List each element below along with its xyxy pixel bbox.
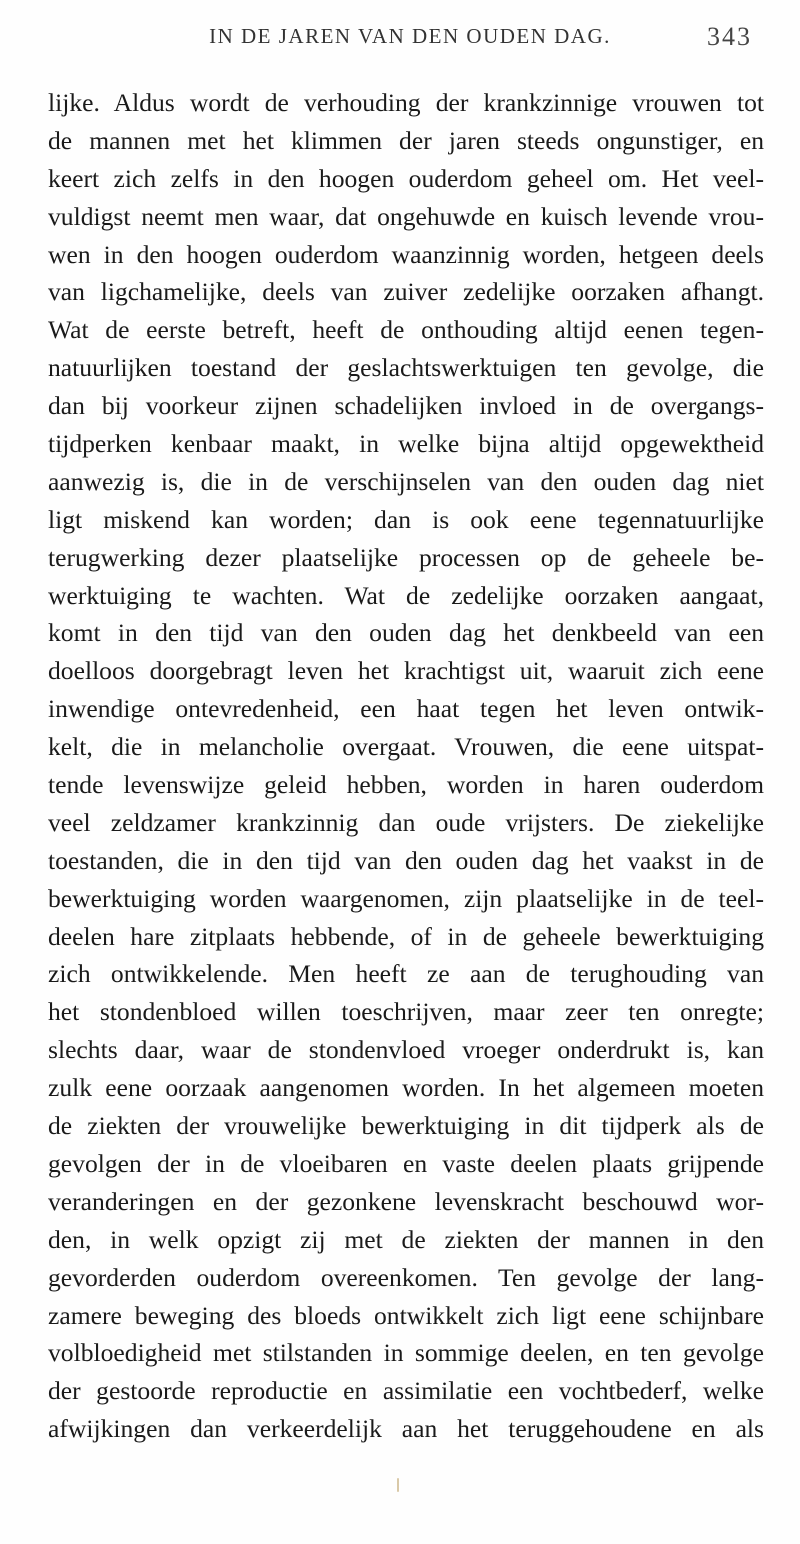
text-line: gevorderden ouderdom overeenkomen. Ten gevolge der lang- bbox=[48, 1262, 764, 1292]
text-line: natuurlijken toestand der geslachtswerktuigen ten gevolge, die bbox=[48, 353, 764, 383]
text-line: zich ontwikkelende. Men heeft ze aan de terughouding van bbox=[48, 959, 764, 989]
text-line: tende levenswijze geleid hebben, worden in haren ouderdom bbox=[48, 770, 764, 800]
text-line: lijke. Aldus wordt de verhouding der krankzinnige vrouwen tot bbox=[48, 88, 764, 117]
text-line: zulk eene oorzaak aangenomen worden. In het algemeen moeten bbox=[48, 1073, 764, 1103]
text-line: ligt miskend kan worden; dan is ook eene tegennatuurlijke bbox=[48, 504, 764, 534]
text-line: doelloos doorgebragt leven het krachtigst uit, waaruit zich eene bbox=[48, 656, 764, 686]
text-line: toestanden, die in den tijd van den ouden dag het vaakst in de bbox=[48, 845, 764, 875]
text-line: keert zich zelfs in den hoogen ouderdom geheel om. Het veel- bbox=[48, 163, 764, 193]
text-line: van ligchamelijke, deels van zuiver zedelijke oorzaken afhangt. bbox=[48, 277, 764, 307]
text-line: inwendige ontevredenheid, een haat tegen het leven ontwik- bbox=[48, 694, 764, 724]
text-line: bewerktuiging worden waargenomen, zijn plaatselijke in de teel- bbox=[48, 883, 764, 913]
text-line: tijdperken kenbaar maakt, in welke bijna altijd opgewektheid bbox=[48, 429, 764, 459]
text-line: terugwerking dezer plaatselijke processen op de geheele be- bbox=[48, 542, 764, 572]
text-line: gevolgen der in de vloeibaren en vaste deelen plaats grijpende bbox=[48, 1148, 764, 1178]
text-line: het stondenbloed willen toeschrijven, maar zeer ten onregte; bbox=[48, 997, 764, 1027]
running-head: IN DE JAREN VAN DEN OUDEN DAG. bbox=[209, 24, 611, 48]
text-line: slechts daar, waar de stondenvloed vroeger onderdrukt is, kan bbox=[48, 1035, 764, 1065]
text-line: veel zeldzamer krankzinnig dan oude vrijsters. De ziekelijke bbox=[48, 807, 764, 837]
text-line: kelt, die in melancholie overgaat. Vrouwen, die eene uitspat- bbox=[48, 732, 764, 762]
text-line: vuldigst neemt men waar, dat ongehuwde en kuisch levende vrou- bbox=[48, 201, 764, 231]
text-line: de mannen met het klimmen der jaren steeds ongunstiger, en bbox=[48, 125, 764, 155]
text-line: Wat de eerste betreft, heeft de onthouding altijd eenen tegen- bbox=[48, 315, 764, 345]
text-line: wen in den hoogen ouderdom waanzinnig worden, hetgeen deels bbox=[48, 239, 764, 269]
text-line: komt in den tijd van den ouden dag het denkbeeld van een bbox=[48, 618, 764, 648]
text-line: den, in welk opzigt zij met de ziekten der mannen in den bbox=[48, 1224, 764, 1254]
text-line: dan bij voorkeur zijnen schadelijken invloed in de overgangs- bbox=[48, 391, 764, 421]
text-line: de ziekten der vrouwelijke bewerktuiging in dit tijdperk als de bbox=[48, 1111, 764, 1141]
text-line: zamere beweging des bloeds ontwikkelt zich ligt eene schijnbare bbox=[48, 1300, 764, 1330]
text-line: werktuiging te wachten. Wat de zedelijke oorzaken aangaat, bbox=[48, 580, 764, 610]
text-line: der gestoorde reproductie en assimilatie een vochtbederf, welke bbox=[48, 1376, 764, 1406]
text-line: deelen hare zitplaats hebbende, of in de geheele bewerktuiging bbox=[48, 921, 764, 951]
text-line: volbloedigheid met stilstanden in sommige deelen, en ten gevolge bbox=[48, 1338, 764, 1368]
text-line: aanwezig is, die in de verschijnselen van den ouden dag niet bbox=[48, 466, 764, 496]
body-text bbox=[48, 84, 764, 1448]
page-number: 343 bbox=[707, 22, 752, 51]
paper-speck bbox=[397, 1478, 399, 1492]
text-line: veranderingen en der gezonkene levenskracht beschouwd wor- bbox=[48, 1186, 764, 1216]
text-line: afwijkingen dan verkeerdelijk aan het teruggehoudene en als bbox=[48, 1414, 764, 1444]
